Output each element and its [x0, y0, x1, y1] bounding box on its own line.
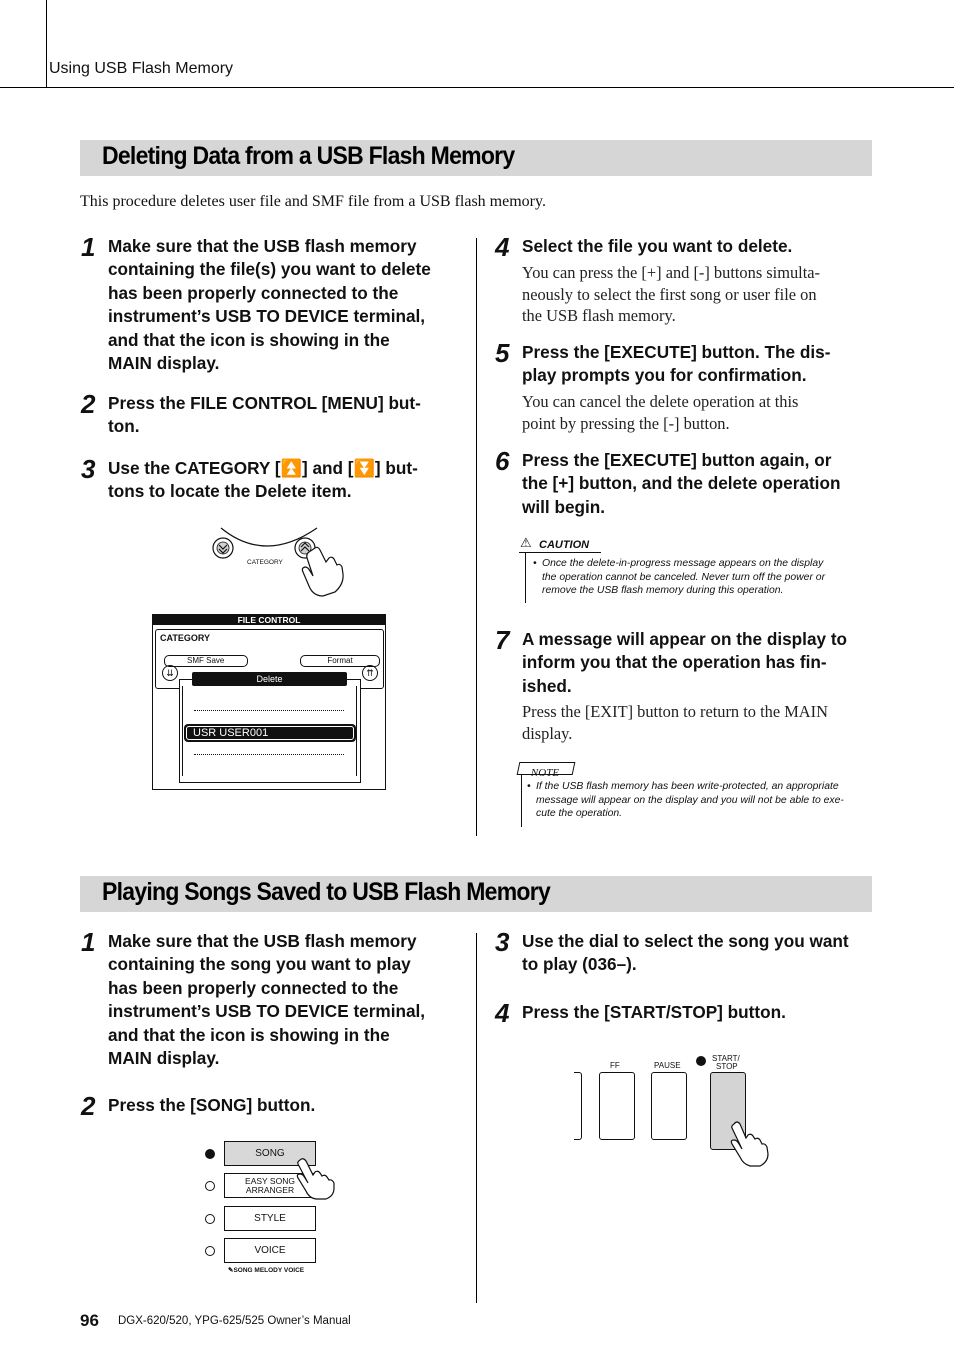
- category-figure-label: CATEGORY: [247, 559, 283, 566]
- caution-label: CAUTION: [539, 539, 590, 551]
- section2-title: Playing Songs Saved to USB Flash Memory: [102, 878, 551, 906]
- lcd-down-icon: ⇊: [162, 665, 178, 681]
- step-heading: Select the file you want to delete.: [522, 236, 793, 256]
- easy-song-lamp-icon: [205, 1181, 215, 1191]
- step-number: 3: [495, 927, 510, 957]
- step-number: 3: [81, 454, 96, 484]
- step-number: 4: [495, 232, 510, 262]
- step-heading: Use the CATEGORY [⏫] and [⏬] but- tons to locate the Delete item.: [108, 458, 418, 502]
- song-button: SONG: [224, 1141, 316, 1166]
- step-number: 7: [495, 625, 510, 655]
- style-button: STYLE: [224, 1206, 316, 1231]
- song-melody-voice-label: ✎SONG MELODY VOICE: [228, 1267, 305, 1274]
- lcd-category-label: CATEGORY: [160, 633, 211, 643]
- lcd-file-row: [184, 724, 356, 742]
- step-body: You can press the [+] and [-] buttons simulta- neously to select the first song or user file on the USB flash memory.: [522, 263, 821, 326]
- category-up-icon: ⏫: [280, 458, 302, 478]
- step-number: 2: [81, 1091, 96, 1121]
- column-divider-2: [476, 933, 477, 1303]
- section1-title-bar: [80, 140, 872, 176]
- step-heading: Press the [EXECUTE] button again, or the [+] button, and the delete operation will begin.: [522, 450, 841, 517]
- category-down-icon: ⏬: [353, 458, 375, 478]
- hand-pointer-icon: [294, 1156, 338, 1200]
- step-number: 2: [81, 389, 96, 419]
- header-rule-vertical: [46, 0, 47, 88]
- ff-label: FF: [610, 1061, 620, 1070]
- step-body: You can cancel the delete operation at this point by pressing the [-] button.: [522, 392, 799, 433]
- note-box: [518, 762, 874, 820]
- rewind-button-edge: [574, 1072, 582, 1140]
- song-lamp-icon: [205, 1149, 215, 1159]
- column-divider-1: [476, 238, 477, 836]
- style-lamp-icon: [205, 1214, 215, 1224]
- easy-song-arranger-button: EASY SONG ARRANGER: [224, 1173, 316, 1198]
- page-number: 96: [80, 1311, 99, 1330]
- lcd-delete-panel: [179, 674, 361, 783]
- note-text: • If the USB flash memory has been write-protected, an appropriate message will appear on the display and you will not be able to exe- cute the operation.: [527, 781, 844, 820]
- note-pen-icon: ✎: [228, 1267, 234, 1274]
- lcd-up-icon: ⇈: [362, 665, 378, 681]
- caution-text: • Once the delete-in-progress message appears on the display the operation cannot be canceled. Never turn off the power or remove the USB flash memory during this operation.: [533, 558, 826, 597]
- step-heading: Press the [EXECUTE] button. The dis- play prompts you for confirmation.: [522, 342, 831, 386]
- warning-icon: ⚠: [520, 535, 532, 550]
- section2-title-bar: [80, 876, 872, 912]
- mode-buttons-figure: [200, 1140, 340, 1276]
- lcd-smf-save: SMF Save: [164, 655, 248, 667]
- lcd-dotted-row: [194, 710, 344, 711]
- step-body: Press the [EXIT] button to return to the MAIN display.: [522, 702, 828, 743]
- step-number: 1: [81, 232, 96, 262]
- lcd-header: FILE CONTROL: [153, 615, 385, 625]
- category-buttons-figure: [205, 522, 345, 597]
- hand-pointer-icon: [728, 1118, 772, 1168]
- section1-intro: This procedure deletes user file and SMF file from a USB flash memory.: [80, 193, 546, 210]
- ff-button: [599, 1072, 635, 1140]
- lcd-format: Format: [300, 655, 380, 667]
- note-label: NOTE: [530, 767, 559, 779]
- step-heading: Press the [START/STOP] button.: [522, 1002, 786, 1022]
- caution-box: [519, 535, 874, 597]
- hand-pointer-icon: [302, 547, 343, 596]
- step-heading: Press the FILE CONTROL [MENU] but- ton.: [108, 393, 421, 437]
- lcd-delete-title: Delete: [192, 672, 347, 686]
- step-heading: Press the [SONG] button.: [108, 1095, 316, 1115]
- transport-buttons-figure: [572, 1052, 772, 1172]
- header-rule-horizontal: [0, 87, 954, 88]
- voice-lamp-icon: [205, 1246, 215, 1256]
- running-header: Using USB Flash Memory: [49, 60, 234, 77]
- lcd-file-name: USR USER001: [186, 726, 354, 740]
- pause-button: [651, 1072, 687, 1140]
- lcd-display-figure: [152, 614, 386, 790]
- step-number: 6: [495, 446, 510, 476]
- step-number: 4: [495, 998, 510, 1028]
- step-heading: Make sure that the USB flash memory containing the song you want to play has been properly connected to the instrument’s USB TO DEVICE terminal, and that the icon is showing in the MAIN display.: [108, 931, 426, 1069]
- step-heading: Use the dial to select the song you want to play (036–).: [522, 931, 849, 975]
- step-number: 5: [495, 338, 510, 368]
- step-number: 1: [81, 927, 96, 957]
- pause-label: PAUSE: [654, 1061, 681, 1070]
- lcd-dotted-row: [194, 754, 344, 755]
- step-heading: A message will appear on the display to inform you that the operation has fin- ished.: [522, 629, 848, 696]
- section1-title: Deleting Data from a USB Flash Memory: [102, 142, 515, 170]
- voice-button: VOICE: [224, 1238, 316, 1263]
- manual-title: DGX-620/520, YPG-625/525 Owner’s Manual: [118, 1315, 351, 1327]
- step-heading: Make sure that the USB flash memory containing the file(s) you want to delete has been properly connected to the instrument’s USB TO DEVICE terminal, and that the icon is showing in the MAIN display.: [108, 236, 431, 374]
- start-stop-lamp-icon: [696, 1056, 706, 1066]
- start-stop-label: START/ STOP: [712, 1054, 740, 1071]
